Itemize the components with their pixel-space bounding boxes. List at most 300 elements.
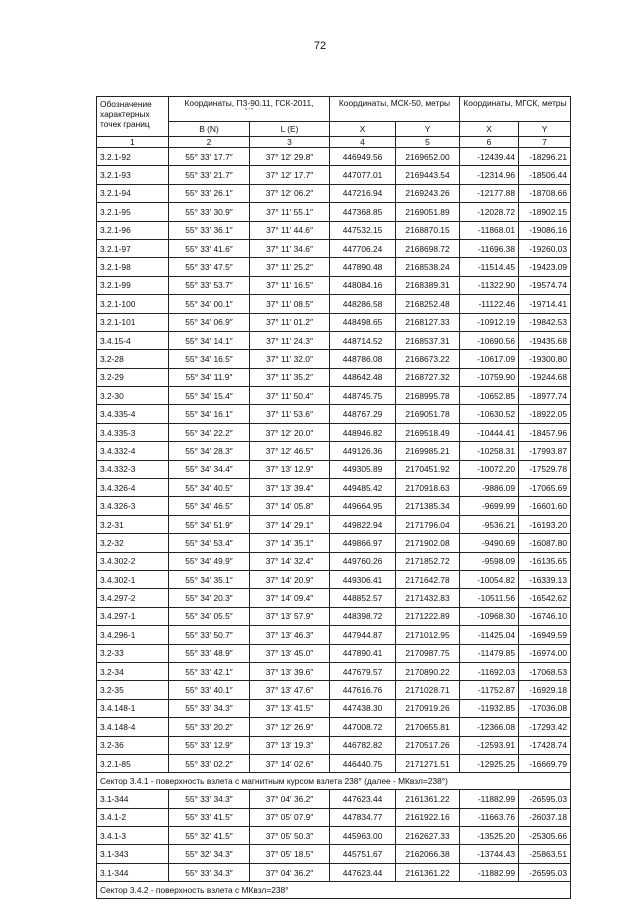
cell-msk-x: 447438.30 [330, 699, 396, 717]
cell-longitude: 37° 12′ 29.8″ [250, 148, 330, 166]
cell-longitude: 37° 13′ 39.4″ [250, 479, 330, 497]
cell-msk-y: 2171271.51 [396, 754, 460, 772]
cell-msk-x: 447944.87 [330, 626, 396, 644]
cell-point-id: 3.4.296-1 [97, 626, 169, 644]
cell-longitude: 37° 11′ 24.3″ [250, 331, 330, 349]
cell-mgsk-x: -10054.82 [460, 570, 519, 588]
cell-longitude: 37° 12′ 26.9″ [250, 718, 330, 736]
table-row [97, 184, 571, 202]
cell-mgsk-x: -10690.56 [460, 331, 519, 349]
cell-latitude: 55° 34′ 51.9″ [169, 515, 250, 533]
cell-mgsk-x: -10511.56 [460, 589, 519, 607]
cell-point-id: 3.4.15-4 [97, 331, 169, 349]
table-row [97, 497, 571, 515]
cell-msk-y: 2169518.49 [396, 423, 460, 441]
sector-caption: Сектор 3.4.2 - поверхность взлета с МКвзл=238° [97, 882, 571, 899]
table-row [97, 827, 571, 845]
cell-mgsk-x: -11692.03 [460, 662, 519, 680]
table-row [97, 331, 571, 349]
cell-longitude: 37° 11′ 44.6″ [250, 221, 330, 239]
cell-msk-y: 2170890.22 [396, 662, 460, 680]
cell-point-id: 3.4.1-3 [97, 827, 169, 845]
cell-mgsk-y: -19300.80 [519, 350, 571, 368]
cell-msk-x: 449485.42 [330, 479, 396, 497]
cell-msk-x: 447623.44 [330, 790, 396, 808]
cell-latitude: 55° 34′ 05.5″ [169, 607, 250, 625]
cell-mgsk-x: -11514.45 [460, 258, 519, 276]
table-row [97, 662, 571, 680]
cell-mgsk-y: -19244.68 [519, 368, 571, 386]
cell-mgsk-y: -16135.65 [519, 552, 571, 570]
table-row [97, 221, 571, 239]
cell-longitude: 37° 11′ 50.4″ [250, 387, 330, 405]
cell-mgsk-x: -13744.43 [460, 845, 519, 863]
cell-longitude: 37° 05′ 07.9″ [250, 808, 330, 826]
cell-mgsk-x: -11932.85 [460, 699, 519, 717]
header-subcolumn: Y [519, 122, 571, 137]
cell-msk-x: 447706.24 [330, 239, 396, 257]
cell-mgsk-y: -26595.03 [519, 790, 571, 808]
header-subcolumn: Y [396, 122, 460, 137]
cell-longitude: 37° 11′ 08.5″ [250, 295, 330, 313]
cell-longitude: 37° 11′ 32.0″ [250, 350, 330, 368]
cell-mgsk-x: -11752.87 [460, 681, 519, 699]
cell-msk-x: 446949.56 [330, 148, 396, 166]
header-subcolumn: B (N) [169, 122, 250, 137]
cell-longitude: 37° 05′ 18.5″ [250, 845, 330, 863]
cell-msk-x: 445963.00 [330, 827, 396, 845]
cell-longitude: 37° 11′ 55.1″ [250, 203, 330, 221]
cell-mgsk-y: -17993.87 [519, 442, 571, 460]
cell-latitude: 55° 34′ 35.1″ [169, 570, 250, 588]
cell-mgsk-x: -11122.46 [460, 295, 519, 313]
cell-latitude: 55° 34′ 15.4″ [169, 387, 250, 405]
cell-msk-y: 2168127.33 [396, 313, 460, 331]
cell-longitude: 37° 14′ 35.1″ [250, 534, 330, 552]
table-row [97, 570, 571, 588]
cell-mgsk-y: -17293.42 [519, 718, 571, 736]
table-row [97, 681, 571, 699]
cell-point-id: 3.1-343 [97, 845, 169, 863]
cell-msk-x: 447008.72 [330, 718, 396, 736]
cell-msk-y: 2170919.26 [396, 699, 460, 717]
cell-msk-x: 448786.08 [330, 350, 396, 368]
cell-mgsk-x: -12593.91 [460, 736, 519, 754]
cell-mgsk-y: -16949.59 [519, 626, 571, 644]
cell-mgsk-x: -10072.20 [460, 460, 519, 478]
cell-latitude: 55° 34′ 40.5″ [169, 479, 250, 497]
cell-msk-x: 447890.41 [330, 644, 396, 662]
cell-point-id: 3.2-28 [97, 350, 169, 368]
cell-mgsk-y: -16974.00 [519, 644, 571, 662]
table-row [97, 479, 571, 497]
cell-msk-x: 448767.29 [330, 405, 396, 423]
cell-longitude: 37° 11′ 53.6″ [250, 405, 330, 423]
cell-longitude: 37° 13′ 46.3″ [250, 626, 330, 644]
cell-point-id: 3.4.148-1 [97, 699, 169, 717]
cell-msk-y: 2170987.75 [396, 644, 460, 662]
cell-mgsk-x: -9699.99 [460, 497, 519, 515]
table-row [97, 166, 571, 184]
cell-mgsk-y: -17036.08 [519, 699, 571, 717]
cell-point-id: 3.4.148-4 [97, 718, 169, 736]
cell-msk-x: 445751.67 [330, 845, 396, 863]
cell-mgsk-y: -25305.66 [519, 827, 571, 845]
cell-point-id: 3.4.335-4 [97, 405, 169, 423]
cell-latitude: 55° 33′ 53.7″ [169, 276, 250, 294]
cell-mgsk-x: -10912.19 [460, 313, 519, 331]
cell-msk-y: 2170918.63 [396, 479, 460, 497]
cell-msk-y: 2162066.38 [396, 845, 460, 863]
cell-latitude: 55° 33′ 34.3″ [169, 790, 250, 808]
cell-msk-y: 2171028.71 [396, 681, 460, 699]
cell-mgsk-x: -9598.09 [460, 552, 519, 570]
cell-msk-y: 2170517.26 [396, 736, 460, 754]
table-row [97, 644, 571, 662]
cell-mgsk-y: -17428.74 [519, 736, 571, 754]
cell-longitude: 37° 11′ 34.6″ [250, 239, 330, 257]
cell-point-id: 3.2.1-98 [97, 258, 169, 276]
cell-mgsk-y: -16542.62 [519, 589, 571, 607]
table-row [97, 808, 571, 826]
cell-longitude: 37° 11′ 35.2″ [250, 368, 330, 386]
cell-msk-y: 2171385.34 [396, 497, 460, 515]
cell-mgsk-x: -12439.44 [460, 148, 519, 166]
cell-mgsk-x: -12925.25 [460, 754, 519, 772]
cell-msk-x: 448084.16 [330, 276, 396, 294]
cell-mgsk-y: -16339.13 [519, 570, 571, 588]
cell-mgsk-x: -11425.04 [460, 626, 519, 644]
table-row [97, 368, 571, 386]
cell-mgsk-y: -25863.51 [519, 845, 571, 863]
cell-latitude: 55° 33′ 26.1″ [169, 184, 250, 202]
cell-mgsk-x: -11663.76 [460, 808, 519, 826]
table-row [97, 754, 571, 772]
cell-mgsk-x: -12366.08 [460, 718, 519, 736]
table-body [97, 148, 571, 899]
cell-longitude: 37° 11′ 01.2″ [250, 313, 330, 331]
cell-latitude: 55° 33′ 41.5″ [169, 808, 250, 826]
cell-point-id: 3.4.297-2 [97, 589, 169, 607]
cell-point-id: 3.1-344 [97, 790, 169, 808]
cell-longitude: 37° 04′ 36.2″ [250, 863, 330, 881]
cell-point-id: 3.4.335-3 [97, 423, 169, 441]
table-row [97, 295, 571, 313]
table-row [97, 718, 571, 736]
header-point-label: Обозначение характерных точек границ [97, 97, 169, 137]
cell-latitude: 55° 33′ 21.7″ [169, 166, 250, 184]
cell-msk-y: 2171012.95 [396, 626, 460, 644]
cell-latitude: 55° 34′ 53.4″ [169, 534, 250, 552]
header-group-pz-units: ° ′ ″ [244, 108, 254, 114]
cell-mgsk-y: -17529.78 [519, 460, 571, 478]
cell-latitude: 55° 34′ 16.5″ [169, 350, 250, 368]
cell-latitude: 55° 33′ 30.9″ [169, 203, 250, 221]
cell-msk-x: 449760.26 [330, 552, 396, 570]
cell-latitude: 55° 34′ 49.9″ [169, 552, 250, 570]
cell-latitude: 55° 33′ 02.2″ [169, 754, 250, 772]
cell-point-id: 3.2-31 [97, 515, 169, 533]
cell-point-id: 3.2.1-95 [97, 203, 169, 221]
header-column-number: 3 [250, 137, 330, 148]
cell-longitude: 37° 14′ 09.4″ [250, 589, 330, 607]
cell-point-id: 3.4.332-4 [97, 442, 169, 460]
cell-point-id: 3.4.302-2 [97, 552, 169, 570]
cell-longitude: 37° 14′ 05.8″ [250, 497, 330, 515]
cell-mgsk-x: -11882.99 [460, 790, 519, 808]
cell-msk-x: 448852.57 [330, 589, 396, 607]
cell-longitude: 37° 12′ 20.0″ [250, 423, 330, 441]
cell-latitude: 55° 34′ 22.2″ [169, 423, 250, 441]
cell-msk-y: 2168538.24 [396, 258, 460, 276]
table-row [97, 405, 571, 423]
cell-mgsk-y: -18506.44 [519, 166, 571, 184]
cell-point-id: 3.2.1-85 [97, 754, 169, 772]
cell-msk-y: 2168389.31 [396, 276, 460, 294]
cell-longitude: 37° 13′ 12.9″ [250, 460, 330, 478]
cell-mgsk-y: -16087.80 [519, 534, 571, 552]
cell-mgsk-y: -19714.41 [519, 295, 571, 313]
cell-msk-y: 2169985.21 [396, 442, 460, 460]
cell-latitude: 55° 33′ 47.5″ [169, 258, 250, 276]
cell-longitude: 37° 13′ 41.5″ [250, 699, 330, 717]
cell-msk-y: 2171796.04 [396, 515, 460, 533]
cell-point-id: 3.4.1-2 [97, 808, 169, 826]
cell-msk-x: 448946.82 [330, 423, 396, 441]
cell-msk-x: 447834.77 [330, 808, 396, 826]
cell-point-id: 3.4.332-3 [97, 460, 169, 478]
cell-latitude: 55° 33′ 34.3″ [169, 699, 250, 717]
cell-mgsk-y: -18457.96 [519, 423, 571, 441]
cell-latitude: 55° 33′ 40.1″ [169, 681, 250, 699]
cell-msk-x: 449306.41 [330, 570, 396, 588]
cell-msk-y: 2168995.78 [396, 387, 460, 405]
cell-point-id: 3.2.1-92 [97, 148, 169, 166]
cell-msk-x: 448745.75 [330, 387, 396, 405]
cell-msk-x: 447616.76 [330, 681, 396, 699]
cell-mgsk-y: -19842.53 [519, 313, 571, 331]
cell-msk-y: 2161361.22 [396, 790, 460, 808]
cell-point-id: 3.4.297-1 [97, 607, 169, 625]
cell-msk-x: 448714.52 [330, 331, 396, 349]
cell-mgsk-y: -18902.15 [519, 203, 571, 221]
cell-point-id: 3.2-33 [97, 644, 169, 662]
table-row [97, 845, 571, 863]
cell-mgsk-x: -10617.09 [460, 350, 519, 368]
cell-latitude: 55° 33′ 12.9″ [169, 736, 250, 754]
cell-latitude: 55° 33′ 17.7″ [169, 148, 250, 166]
cell-latitude: 55° 33′ 41.6″ [169, 239, 250, 257]
cell-mgsk-x: -10630.52 [460, 405, 519, 423]
cell-latitude: 55° 34′ 06.9″ [169, 313, 250, 331]
cell-latitude: 55° 34′ 28.3″ [169, 442, 250, 460]
cell-point-id: 3.2.1-99 [97, 276, 169, 294]
cell-point-id: 3.2.1-97 [97, 239, 169, 257]
table-row [97, 552, 571, 570]
cell-mgsk-x: -9490.69 [460, 534, 519, 552]
cell-point-id: 3.4.326-3 [97, 497, 169, 515]
header-column-number: 7 [519, 137, 571, 148]
cell-mgsk-x: -10444.41 [460, 423, 519, 441]
table-row [97, 203, 571, 221]
cell-longitude: 37° 13′ 45.0″ [250, 644, 330, 662]
cell-point-id: 3.4.302-1 [97, 570, 169, 588]
table-row [97, 460, 571, 478]
cell-point-id: 3.2.1-96 [97, 221, 169, 239]
table-row [97, 607, 571, 625]
cell-longitude: 37° 14′ 29.1″ [250, 515, 330, 533]
table-row [97, 534, 571, 552]
cell-msk-y: 2168537.31 [396, 331, 460, 349]
header-subcolumn: L (E) [250, 122, 330, 137]
cell-longitude: 37° 04′ 36.2″ [250, 790, 330, 808]
cell-latitude: 55° 33′ 48.9″ [169, 644, 250, 662]
cell-latitude: 55° 33′ 50.7″ [169, 626, 250, 644]
cell-mgsk-x: -10968.30 [460, 607, 519, 625]
cell-mgsk-y: -16193.20 [519, 515, 571, 533]
cell-point-id: 3.2.1-94 [97, 184, 169, 202]
cell-longitude: 37° 13′ 47.6″ [250, 681, 330, 699]
cell-msk-y: 2162627.33 [396, 827, 460, 845]
table-row [97, 699, 571, 717]
cell-longitude: 37° 13′ 57.9″ [250, 607, 330, 625]
cell-mgsk-y: -19435.68 [519, 331, 571, 349]
cell-msk-y: 2171222.89 [396, 607, 460, 625]
cell-msk-y: 2169652.00 [396, 148, 460, 166]
cell-mgsk-y: -19260.03 [519, 239, 571, 257]
table-row [97, 863, 571, 881]
header-column-number: 4 [330, 137, 396, 148]
sector-row [97, 773, 571, 790]
cell-longitude: 37° 12′ 06.2″ [250, 184, 330, 202]
cell-point-id: 3.1-344 [97, 863, 169, 881]
cell-msk-y: 2169051.89 [396, 203, 460, 221]
cell-msk-y: 2168870.15 [396, 221, 460, 239]
cell-longitude: 37° 13′ 19.3″ [250, 736, 330, 754]
cell-point-id: 3.2.1-93 [97, 166, 169, 184]
cell-msk-y: 2171432.83 [396, 589, 460, 607]
cell-msk-y: 2161922.16 [396, 808, 460, 826]
cell-longitude: 37° 11′ 16.5″ [250, 276, 330, 294]
header-column-number: 1 [97, 137, 169, 148]
cell-msk-x: 446782.82 [330, 736, 396, 754]
cell-latitude: 55° 33′ 36.1″ [169, 221, 250, 239]
table-row [97, 350, 571, 368]
table-row [97, 148, 571, 166]
cell-longitude: 37° 13′ 39.6″ [250, 662, 330, 680]
cell-point-id: 3.2-29 [97, 368, 169, 386]
cell-longitude: 37° 12′ 17.7″ [250, 166, 330, 184]
cell-msk-x: 448642.48 [330, 368, 396, 386]
cell-mgsk-x: -10652.85 [460, 387, 519, 405]
cell-mgsk-x: -12314.96 [460, 166, 519, 184]
cell-msk-x: 449866.97 [330, 534, 396, 552]
cell-msk-y: 2171642.78 [396, 570, 460, 588]
header-subcolumns [97, 122, 571, 137]
cell-mgsk-y: -26037.18 [519, 808, 571, 826]
cell-latitude: 55° 33′ 34.3″ [169, 863, 250, 881]
cell-mgsk-y: -26595.03 [519, 863, 571, 881]
cell-longitude: 37° 14′ 32.4″ [250, 552, 330, 570]
cell-latitude: 55° 34′ 20.3″ [169, 589, 250, 607]
header-column-number: 2 [169, 137, 250, 148]
cell-mgsk-y: -18296.21 [519, 148, 571, 166]
cell-mgsk-y: -16929.18 [519, 681, 571, 699]
header-subcolumn: X [460, 122, 519, 137]
cell-msk-x: 448286.58 [330, 295, 396, 313]
cell-mgsk-x: -11696.38 [460, 239, 519, 257]
cell-msk-x: 447077.01 [330, 166, 396, 184]
cell-mgsk-x: -12177.88 [460, 184, 519, 202]
header-group-pz [169, 97, 330, 122]
cell-mgsk-y: -17068.53 [519, 662, 571, 680]
cell-mgsk-x: -9536.21 [460, 515, 519, 533]
header-column-numbers [97, 137, 571, 148]
cell-latitude: 55° 34′ 14.1″ [169, 331, 250, 349]
cell-msk-x: 447890.48 [330, 258, 396, 276]
table-row [97, 387, 571, 405]
cell-latitude: 55° 34′ 11.9″ [169, 368, 250, 386]
cell-msk-x: 447623.44 [330, 863, 396, 881]
cell-msk-y: 2169051.78 [396, 405, 460, 423]
cell-mgsk-y: -19423.09 [519, 258, 571, 276]
cell-msk-y: 2168252.48 [396, 295, 460, 313]
cell-msk-y: 2168727.32 [396, 368, 460, 386]
coordinates-table [96, 96, 571, 899]
cell-mgsk-x: -12028.72 [460, 203, 519, 221]
cell-msk-x: 449126.36 [330, 442, 396, 460]
cell-longitude: 37° 14′ 02.6″ [250, 754, 330, 772]
cell-mgsk-y: -19574.74 [519, 276, 571, 294]
cell-latitude: 55° 32′ 41.5″ [169, 827, 250, 845]
header-group-pz-title: Координаты, ПЗ-90.11, ГСК-2011, [184, 98, 314, 108]
cell-longitude: 37° 11′ 25.2″ [250, 258, 330, 276]
cell-mgsk-x: -10258.31 [460, 442, 519, 460]
cell-msk-x: 447532.15 [330, 221, 396, 239]
cell-longitude: 37° 12′ 46.5″ [250, 442, 330, 460]
table-row [97, 736, 571, 754]
cell-msk-y: 2161361.22 [396, 863, 460, 881]
cell-mgsk-x: -11322.90 [460, 276, 519, 294]
sector-caption: Сектор 3.4.1 - поверхность взлета с магнитным курсом взлета 238° (далее - МКвзл=238°) [97, 773, 571, 790]
cell-msk-x: 447216.94 [330, 184, 396, 202]
cell-latitude: 55° 34′ 00.1″ [169, 295, 250, 313]
cell-mgsk-y: -18708.66 [519, 184, 571, 202]
cell-mgsk-x: -13525.20 [460, 827, 519, 845]
cell-msk-x: 448498.65 [330, 313, 396, 331]
cell-mgsk-y: -18922.05 [519, 405, 571, 423]
cell-latitude: 55° 33′ 20.2″ [169, 718, 250, 736]
cell-longitude: 37° 14′ 20.9″ [250, 570, 330, 588]
table-row [97, 313, 571, 331]
cell-msk-x: 449305.89 [330, 460, 396, 478]
header-column-number: 5 [396, 137, 460, 148]
cell-mgsk-y: -18977.74 [519, 387, 571, 405]
cell-point-id: 3.2-34 [97, 662, 169, 680]
table-row [97, 258, 571, 276]
cell-mgsk-y: -17065.69 [519, 479, 571, 497]
table-row [97, 276, 571, 294]
cell-mgsk-x: -9886.09 [460, 479, 519, 497]
table-row [97, 589, 571, 607]
cell-point-id: 3.2-35 [97, 681, 169, 699]
cell-mgsk-x: -11868.01 [460, 221, 519, 239]
cell-msk-x: 448398.72 [330, 607, 396, 625]
table-row [97, 442, 571, 460]
cell-mgsk-y: -16601.60 [519, 497, 571, 515]
cell-point-id: 3.2-32 [97, 534, 169, 552]
cell-mgsk-y: -16746.10 [519, 607, 571, 625]
